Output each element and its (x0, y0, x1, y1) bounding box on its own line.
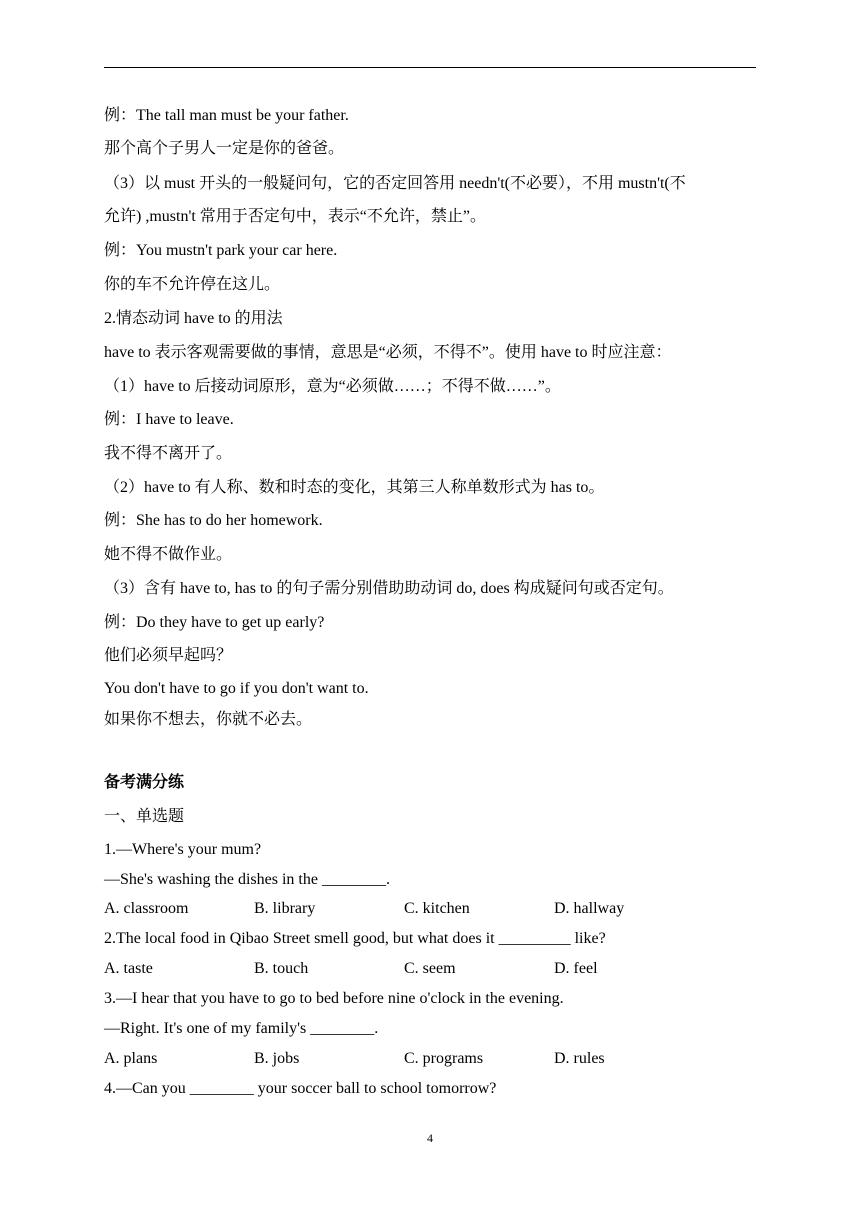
question-2-options (104, 958, 760, 980)
question-3-options (104, 1048, 760, 1070)
text-line: （2）have to 有人称、数和时态的变化，其第三人称单数形式为 has to。 (104, 479, 605, 496)
question-2-stem: 2.The local food in Qibao Street smell good, but what does it _________ like? (104, 930, 606, 947)
header-rule (104, 67, 756, 68)
text-line: 例：She has to do her homework. (104, 512, 323, 529)
text-line: 例：The tall man must be your father. (104, 107, 349, 124)
text-line: 那个高个子男人一定是你的爸爸。 (104, 140, 345, 157)
text-line: have to 表示客观需要做的事情，意思是“必须，不得不”。使用 have to 时应注意： (104, 344, 672, 361)
text-line: 允许) ,mustn't 常用于否定句中，表示“不允许，禁止”。 (104, 208, 486, 225)
option-b: B. touch (254, 960, 309, 977)
option-a: A. taste (104, 960, 153, 977)
question-3-stem-2: —Right. It's one of my family's ________. (104, 1020, 379, 1037)
option-d: D. feel (554, 960, 598, 977)
text-line: 例：I have to leave. (104, 411, 234, 428)
text-line: 她不得不做作业。 (104, 546, 233, 563)
option-c: C. seem (404, 960, 456, 977)
option-b: B. jobs (254, 1050, 300, 1067)
question-1-options (104, 898, 760, 920)
text-line: 我不得不离开了。 (104, 445, 233, 462)
option-d: D. rules (554, 1050, 605, 1067)
text-line: 他们必须早起吗？ (104, 647, 233, 664)
text-line: 例：Do they have to get up early? (104, 614, 325, 631)
exercise-title: 备考满分练 (104, 774, 185, 791)
question-3-stem: 3.—I hear that you have to go to bed before nine o'clock in the evening. (104, 990, 564, 1007)
option-a: A. classroom (104, 900, 189, 917)
text-line: （3）以 must 开头的一般疑问句，它的否定回答用 needn't(不必要），不用 mustn't(不 (104, 175, 686, 192)
question-4-stem: 4.—Can you ________ your soccer ball to school tomorrow? (104, 1080, 497, 1097)
text-line: 你的车不允许停在这儿。 (104, 276, 281, 293)
question-1-stem-2: —She's washing the dishes in the ________. (104, 871, 390, 888)
section-heading: 2.情态动词 have to 的用法 (104, 310, 283, 327)
text-line: 例：You mustn't park your car here. (104, 242, 338, 259)
text-line: 如果你不想去，你就不必去。 (104, 711, 313, 728)
option-a: A. plans (104, 1050, 158, 1067)
exercise-subtitle: 一、单选题 (104, 808, 185, 825)
option-c: C. kitchen (404, 900, 470, 917)
option-c: C. programs (404, 1050, 484, 1067)
text-line: （1）have to 后接动词原形，意为“必须做……；不得不做……”。 (104, 378, 561, 395)
text-line: You don't have to go if you don't want to. (104, 680, 369, 697)
question-1-stem: 1.—Where's your mum? (104, 841, 262, 858)
page-number: 4 (427, 1131, 433, 1145)
text-line: （3）含有 have to, has to 的句子需分别借助助动词 do, does 构成疑问句或否定句。 (104, 580, 674, 597)
option-b: B. library (254, 900, 316, 917)
option-d: D. hallway (554, 900, 625, 917)
